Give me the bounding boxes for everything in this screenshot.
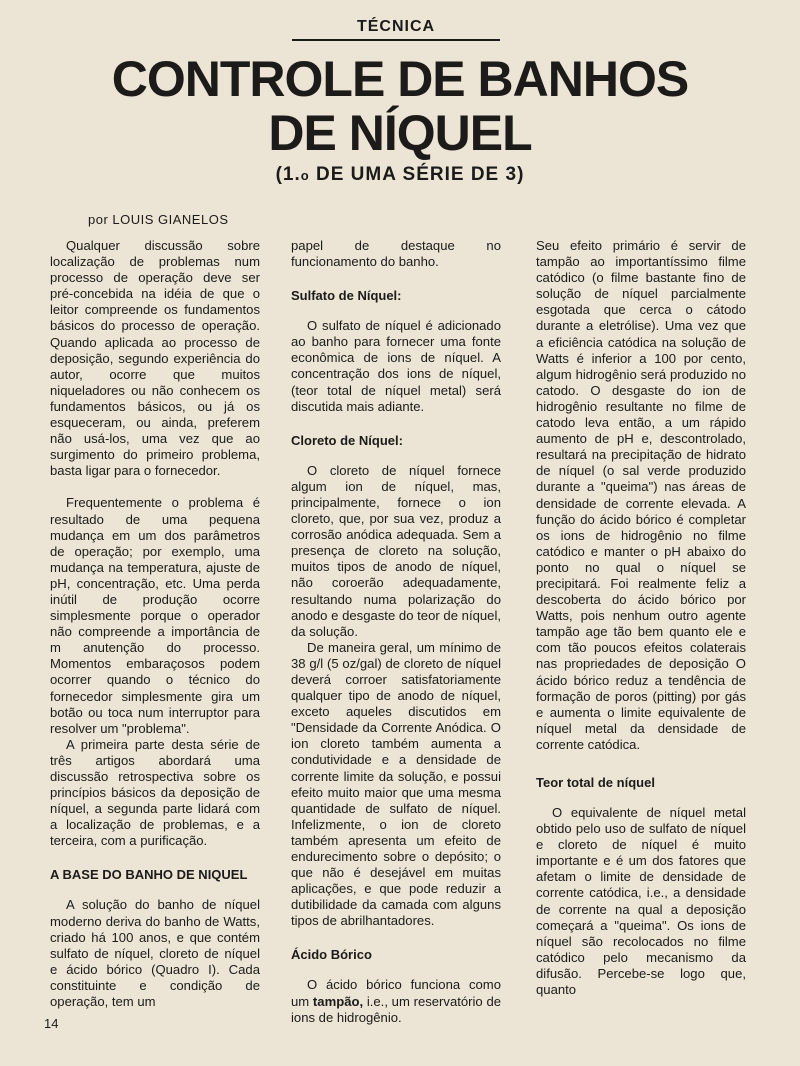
section-heading: Sulfato de Níquel: <box>291 288 402 304</box>
title-line-2: DE NÍQUEL <box>268 105 532 161</box>
title-line-1: CONTROLE DE BANHOS <box>111 51 689 107</box>
column-3 <box>536 238 746 998</box>
page-number: 14 <box>44 1016 59 1031</box>
column-1 <box>50 238 260 1010</box>
text-run: O ácido bórico funciona como um <box>291 977 501 1009</box>
paragraph: De maneira geral, um mínimo de 38 g/l (5 oz/gal) de cloreto de níquel deverá corroer satisfatoriamente qualquer tipo de anodo de níquel, exceto aqueles discutidos em "Densidade da Corrente Anódica. O ion cloreto também aumenta a condutividade e a densidade de corrente limite da solução, e possui efeito muito maior que uma mesma quantidade de sulfato de níquel. Infelizmente, o ion de cloreto também apresenta um efeito de endurecimento sobre o depósito; o que não é desejável em muitas aplicações, e que pode reduzir a dutibilidade da camada com alguns tipos de abrilhantadores. <box>291 639 501 929</box>
article-subtitle <box>40 164 760 186</box>
paragraph: O cloreto de níquel fornece algum ion de níquel, mas, principalmente, fornece o ion cloreto, que, por sua vez, produz a corrosão anódica adequada. Sem a presença de cloreto na solução, muitos tipos de anodo de níquel, não coroerão adequadamente, resultando numa polarização do anodo e desgaste do teor de níquel, da solução. <box>291 462 501 639</box>
section-heading: A BASE DO BANHO DE NIQUEL <box>50 867 248 883</box>
paragraph: A solução do banho de níquel moderno deriva do banho de Watts, criado há 100 anos, e que contém sulfato de níquel, cloreto de níquel e ácido bórico (Quadro I). Cada constituinte e condição de operação, tem um <box>50 897 260 1010</box>
section-label: TÉCNICA <box>292 18 500 41</box>
bold-term: tampão, <box>312 993 364 1009</box>
paragraph: Seu efeito primário é servir de tampão ao importantíssimo filme catódico (o filme bastante fino de solução de níquel parcialmente esgotada que cerca o cátodo durante a eletrólise). Uma vez que a eficiência catódica na solução de Watts é inferior a 100 por cento, algum hidrogênio será produzido no catodo. O desgaste do ion de hidrogênio resultante no filme de catodo leva então, a um rápido aumento de pH e, descontrolado, resultará na precipitação de hidrato de níquel (o sal verde produzido durante a "queima") nas áreas de densidade de corrente elevada. A função do ácido bórico é completar os ions de hidrogênio no filme catódico e manter o pH abaixo do ponto no qual o níquel se precipitará. Foi realmente feliz a descoberta do ácido bórico por Watts, pois nenhum outro agente tampão age tão bem quanto ele e com tão poucos efeitos colaterais nas propriedades de deposição O ácido bórico reduz a tendência de formação de poros (pitting) por gás e aumenta o limite equivalente de níquel metal da densidade de corrente catódica. <box>536 238 746 752</box>
paragraph: papel de destaque no funcionamento do banho. <box>291 238 501 270</box>
subtitle-number: (1. <box>275 164 301 185</box>
subtitle-ordinal: o <box>300 168 310 183</box>
paragraph: Qualquer discussão sobre localização de problemas num processo de operação deve ser pré-concebida na idéia de que o leitor compreende os fundamentos básicos do processo de operação. Quando aplicada ao processo de deposição, segundo experiência do autor, ocorre que muitos niqueladores ou não conhecem os fundamentos básicos, ou já os esqueceram, ou ainda, preferem não usá-los, uma vez que ao surgimento do primeiro problema, basta ligar para o fornecedor. <box>50 238 260 479</box>
article-title <box>40 52 760 160</box>
section-heading: Cloreto de Níquel: <box>291 432 403 448</box>
paragraph: A primeira parte desta série de três artigos abordará uma discussão retrospectiva sobre os princípios básicos da deposição de níquel, a segunda parte lidará com a localização de problemas, e a terceira, com a purificação. <box>50 736 260 849</box>
paragraph: O equivalente de níquel metal obtido pelo uso de sulfato de níquel e cloreto de níquel é muito importante e é um dos fatores que afetam o limite de densidade de corrente catódica, i.e., a densidade de corrente na qual a deposição começará a "queima". Os ions de níquel são recolocados no filme catódico pelo mecanismo da difusão. Percebe-se logo que, quanto <box>536 805 746 998</box>
text-run: i.e., um reservatório de ions de hidrogênio. <box>291 993 502 1025</box>
byline: por LOUIS GIANELOS <box>88 212 229 227</box>
column-2 <box>291 238 501 1026</box>
section-heading: Teor total de níquel <box>536 775 655 790</box>
subtitle-text: DE UMA SÉRIE DE 3) <box>309 164 525 185</box>
paragraph <box>291 977 501 1025</box>
section-heading: Ácido Bórico <box>291 947 372 963</box>
paragraph: Frequentemente o problema é resultado de uma pequena mudança em um dos parâmetros de operação; por exemplo, uma mudança na temperatura, ajuste de pH, concentração, etc. Uma perda inútil de produção ocorre simplesmente porque o operador não compreende a importância de m anutenção do processo. Momentos embaraçosos podem ocorrer quando o técnico do fornecedor simplesmente gira um botão ou toca num interruptor para resolver um "problema". <box>50 495 260 736</box>
paragraph: O sulfato de níquel é adicionado ao banho para fornecer uma fonte econômica de ions de níquel. A concentração dos ions de níquel, (teor total de níquel metal) será discutida mais adiante. <box>291 318 501 414</box>
